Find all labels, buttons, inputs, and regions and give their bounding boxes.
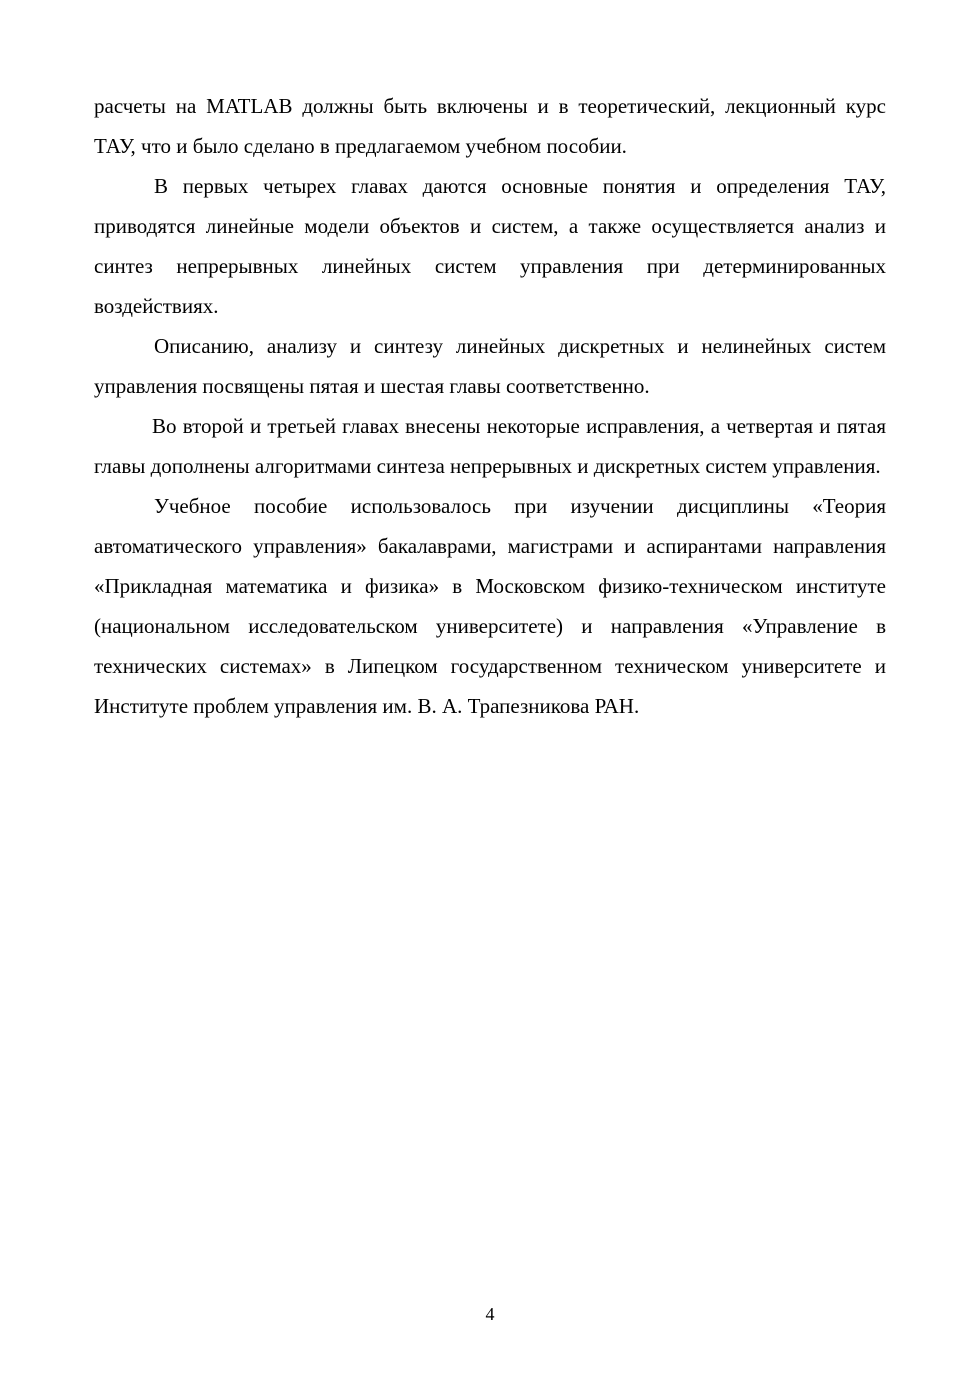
page-number: 4 <box>485 1304 495 1324</box>
paragraph-chapters-5-6: Описанию, анализу и синтезу линейных дискретных и нелинейных систем управления посвящены пятая и шестая главы соответственно. <box>94 334 886 398</box>
paragraph-chapters-1-4: В первых четырех главах даются основные понятия и определения ТАУ, приводятся линейные модели объектов и систем, а также осуществляется анализ и синтез непрерывных линейных систем управления при детерминированных воздействиях. <box>94 174 886 318</box>
paragraph-corrections: Во второй и третьей главах внесены некоторые исправления, а четвертая и пятая главы дополнены алгоритмами синтеза непрерывных и дискретных систем управления. <box>94 414 886 478</box>
document-body <box>94 86 886 726</box>
paragraph-continuation: расчеты на MATLAB должны быть включены и в теоретический, лекционный курс ТАУ, что и было сделано в предлагаемом учебном пособии. <box>94 94 886 158</box>
paragraph-usage: Учебное пособие использовалось при изучении дисциплины «Теория автоматического управления» бакалаврами, магистрами и аспирантами направления «Прикладная математика и физика» в Московском физико-техническом институте (национальном исследовательском университете) и направления «Управление в технических системах» в Липецком государственном техническом университете и Институте проблем управления им. В. А. Трапезникова РАН. <box>94 494 886 718</box>
